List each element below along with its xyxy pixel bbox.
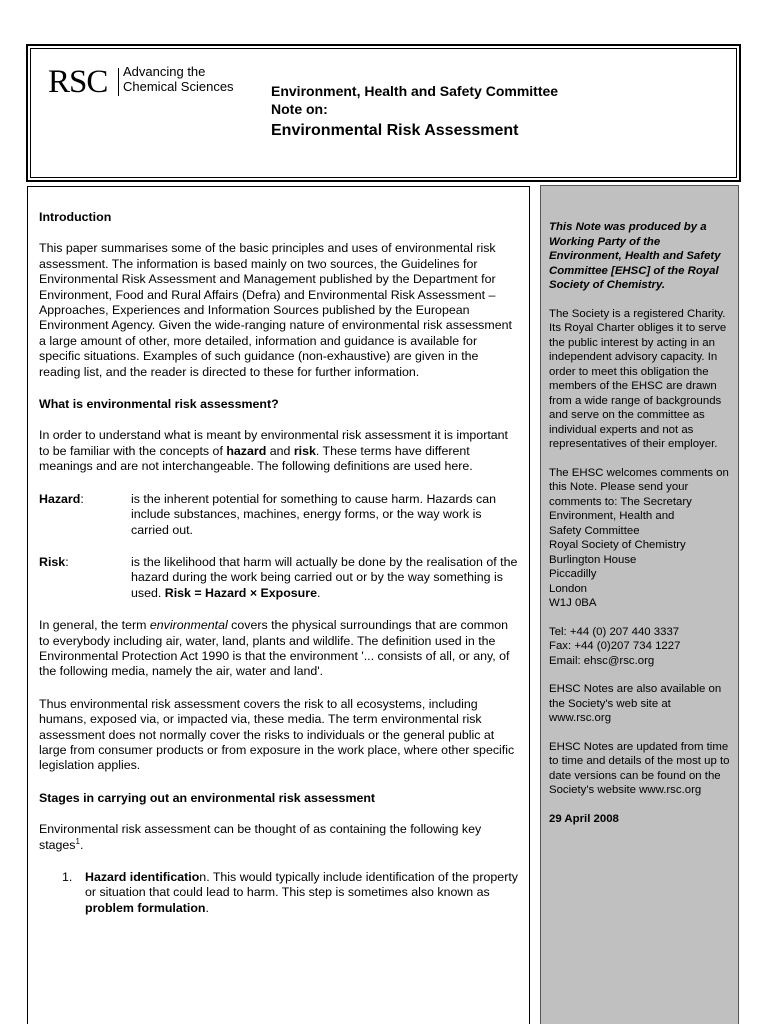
text-span: .: [79, 837, 84, 852]
list-item: [62, 870, 518, 916]
term-label: Hazard: [39, 491, 81, 506]
sidebar-charity: The Society is a registered Charity. Its Royal Charter obliges it to serve the public interest by acting in an independent advisory capacity. In order to meet this obligation the members of the EHSC are drawn from a wide range of backgrounds and serve on the committee as individual experts and not as representatives of their employer.: [549, 307, 727, 450]
definition-term: [39, 555, 131, 601]
logo-divider: [118, 68, 119, 96]
sidebar-intro: This Note was produced by a Working Party of the Environment, Health and Safety Committee [EHSC] of the Royal Society of Chemistry.: [549, 221, 721, 291]
text-span: Environmental risk assessment can be thought of as containing the following key stages: [39, 822, 482, 852]
thus-paragraph: Thus environmental risk assessment covers the risk to all ecosystems, including humans, exposed via, or impacted via, these media. The term environmental risk assessment does not normally cover the risks to individuals or the general public at large from consumer products or from exposure in the work place, where other specific legislation applies.: [39, 696, 515, 773]
list-text: [85, 870, 518, 916]
text-span: . These terms have different meanings and are not interchangeable. The following definitions are used here.: [39, 443, 473, 474]
phone-line: Tel: +44 (0) 207 440 3337: [549, 625, 680, 638]
hazard-definition: [39, 492, 518, 538]
text-span: .: [205, 900, 209, 915]
address-line: Royal Society of Chemistry: [549, 539, 686, 551]
definition-text: [131, 555, 518, 601]
intro-heading: Introduction: [39, 210, 112, 224]
logo-mark: RSC: [48, 64, 108, 100]
logo-tagline: [123, 64, 263, 94]
document-header: [26, 44, 741, 182]
text-span: n. This would typically include identification of the property or situation that could lead to harm. This step is sometimes also known as: [85, 870, 518, 900]
sidebar-contact: [549, 625, 730, 669]
definition-text: is the inherent potential for something to cause harm. Hazards can include substances, machines, energy forms, or the way work is carried out.: [131, 491, 497, 537]
text-span: .: [316, 585, 321, 600]
risk-term: risk: [293, 443, 316, 458]
term-colon: :: [80, 491, 84, 506]
note-on-label: Note on:: [271, 101, 328, 117]
term-label: Risk: [39, 554, 66, 569]
document-title: Environmental Risk Assessment: [271, 122, 519, 139]
stages-paragraph: [39, 822, 518, 853]
logo-tagline-line: Advancing the: [123, 64, 206, 79]
sidebar-updated: EHSC Notes are updated from time to time and details of the most up to date versions can be found on the Society's website www.rsc.org: [549, 740, 730, 796]
term-colon: :: [65, 554, 69, 569]
stages-heading: Stages in carrying out an environmental risk assessment: [39, 790, 376, 805]
address-line: Piccadilly: [549, 568, 597, 580]
fax-line: Fax: +44 (0)207 734 1227: [549, 640, 681, 652]
text-span: and: [266, 443, 294, 458]
address-line: Burlington House: [549, 553, 637, 566]
intro-paragraph: This paper summarises some of the basic principles and uses of environmental risk assessment. The information is based mainly on two sources, the Guidelines for Environmental Risk Assessment and Management published by the Department for Environment, Food and Rural Affairs (Defra) and Environmental Risk Assessment – Approaches, Experiences and Information Sources published by the European Environment Agency. Given the wide-ranging nature of environmental risk assessment a large amount of other, more detailed, information and guidance is available for specific situations. Examples of such guidance (non-exhaustive) are given in the reading list, and the reader is directed to these for further information.: [39, 241, 512, 379]
definition-term: [39, 492, 131, 538]
info-sidebar: [540, 185, 739, 1024]
sidebar-available: EHSC Notes are also available on the Society's web site at www.rsc.org: [549, 683, 722, 724]
list-number: 1.: [62, 870, 73, 884]
general-paragraph: [39, 618, 518, 680]
text-span: In general, the term: [39, 618, 150, 633]
address-line: Environment, Health and: [549, 510, 675, 522]
address-line: W1J 0BA: [549, 597, 597, 609]
stages-list: [62, 870, 518, 916]
environmental-term: environmental: [149, 618, 228, 633]
committee-name: Environment, Health and Safety Committee: [271, 83, 559, 99]
footnote-marker: 1: [75, 836, 80, 846]
sidebar-address-block: [549, 466, 730, 611]
logo-tagline-line: Chemical Sciences: [123, 79, 234, 94]
header-titles: [271, 82, 558, 140]
text-span: covers the physical surroundings that are common to everybody including air, water, land, plants and wildlife. The definition used in the Environmental Protection Act 1990 is that the environment '... consists of all, or any, of the following media, namely the air, water and land'.: [39, 618, 510, 679]
stage-title: Hazard identificatio: [85, 870, 200, 884]
text-span: is the likelihood that harm will actually be done by the realisation of the hazard during the work being carried out or by the way something is used.: [131, 554, 518, 600]
publication-date: 29 April 2008: [549, 812, 619, 825]
welcome-text: The EHSC welcomes comments on this Note. Please send your comments to: The Secretary: [549, 466, 729, 508]
risk-definition: [39, 555, 518, 601]
text-span: In order to understand what is meant by environmental risk assessment it is important to be familiar with the concepts of: [39, 428, 508, 458]
main-column: [27, 186, 530, 1024]
hazard-term: hazard: [226, 443, 267, 458]
understand-paragraph: [39, 428, 518, 474]
address-line: Safety Committee: [549, 524, 640, 537]
what-heading: What is environmental risk assessment?: [39, 397, 279, 412]
address-line: London: [549, 582, 588, 595]
email-line: Email: ehsc@rsc.org: [549, 654, 655, 667]
risk-formula: Risk = Hazard × Exposure: [164, 585, 317, 600]
stage-term: problem formulation: [85, 900, 206, 915]
